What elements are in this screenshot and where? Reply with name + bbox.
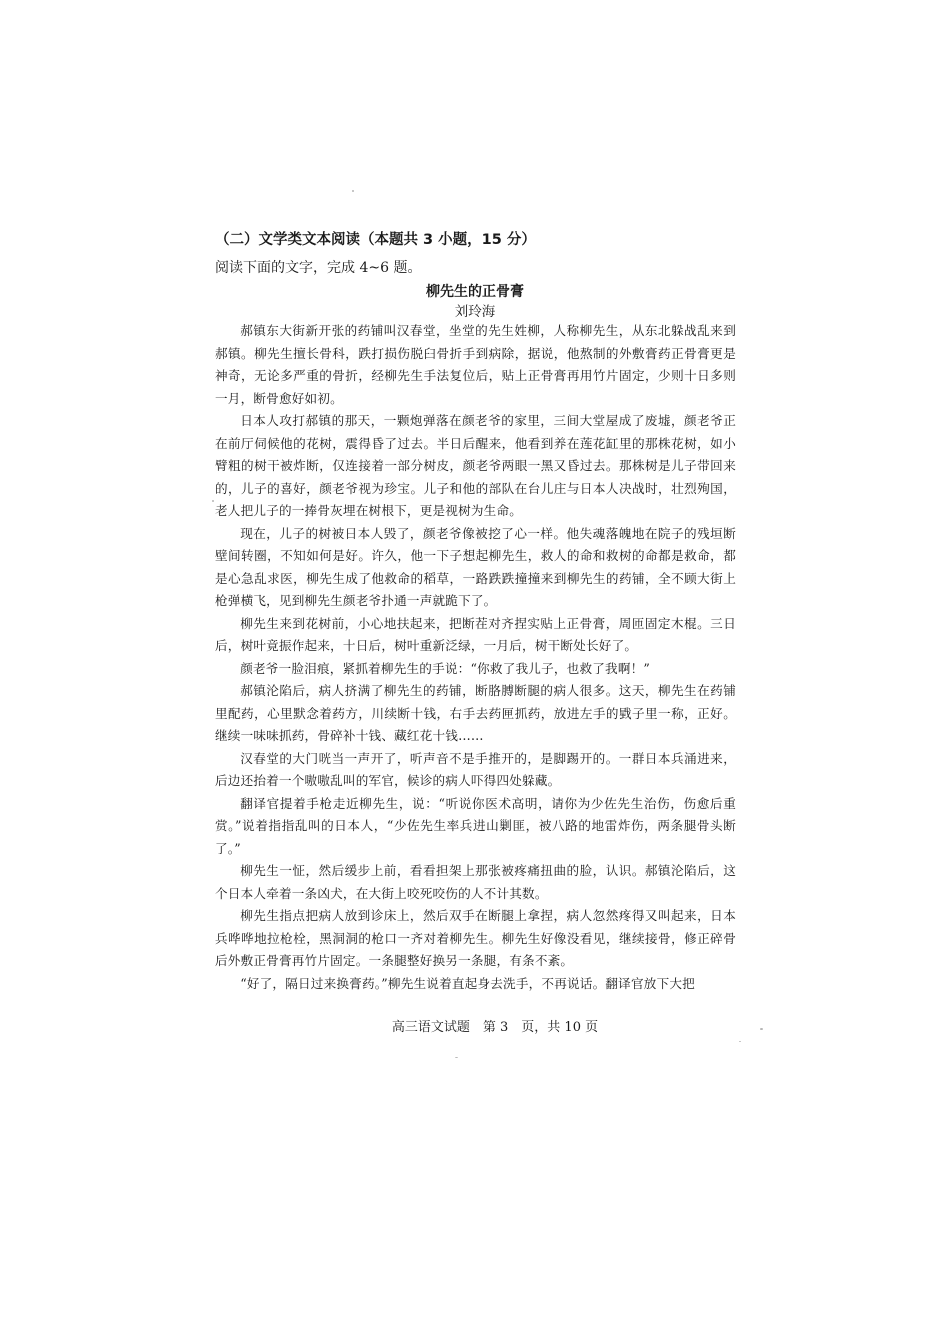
story-paragraph: 柳先生指点把病人放到诊床上，然后双手在断腿上拿捏，病人忽然疼得又叫起来，日本兵哗哗地拉枪栓，黑洞洞的枪口一齐对着柳先生。柳先生好像没看见，继续接骨，修正碎骨后外敷正骨膏再竹片固定。一条腿整好换另一条腿，有条不紊。 [215,908,736,968]
story-title: 柳先生的正骨膏 [426,284,524,300]
scan-speck [455,1057,458,1058]
section-heading: （二）文学类文本阅读（本题共 3 小题，15 分） [215,232,536,248]
story-paragraph: 柳先生一怔，然后缓步上前，看看担架上那张被疼痛扭曲的脸，认识。郝镇沦陷后，这个日本人牵着一条凶犬，在大街上咬死咬伤的人不计其数。 [215,863,736,901]
story-paragraph: 翻译官提着手枪走近柳先生，说：“听说你医术高明，请你为少佐先生治伤，伤愈后重赏。”说着指指乱叫的日本人，“少佐先生率兵进山剿匪，被八路的地雷炸伤，两条腿骨头断了。” [215,795,736,856]
story-paragraph: 郝镇东大街新开张的药铺叫汉春堂，坐堂的先生姓柳，人称柳先生，从东北躲战乱来到郝镇。柳先生擅长骨科，跌打损伤脱臼骨折手到病除，据说，他熬制的外敷膏药正骨膏更是神奇，无论多严重的骨折，经柳先生手法复位后，贴上正骨膏再用竹片固定，少则十日多则一月，断骨愈好如初。 [215,323,736,406]
story-paragraph: 现在，儿子的树被日本人毁了，颜老爷像被挖了心一样。他失魂落魄地在院子的残垣断壁间转圈，不知如何是好。许久，他一下子想起柳先生，救人的命和救树的命都是救命，都是心急乱求医，柳先生成了他救命的稻草，一路跌跌撞撞来到柳先生的药铺，全不顾大街上枪弹横飞，见到柳先生颜老爷扑通一声就跪下了。 [215,525,736,608]
scan-speck [739,1041,741,1042]
story-paragraph: 郝镇沦陷后，病人挤满了柳先生的药铺，断胳膊断腿的病人很多。这天，柳先生在药铺里配药，心里默念着药方，川续断十钱，右手去药匣抓药，放进左手的戥子里一称，正好。继续一味味抓药，骨碎补十钱、藏红花十钱…… [215,683,736,743]
page-footer: 高三语文试题 第 3 页，共 10 页 [391,1020,599,1035]
story-paragraph: “好了，隔日过来换膏药。”柳先生说着直起身去洗手，不再说话。翻译官放下大把 [240,975,695,991]
story-paragraph: 颜老爷一脸泪痕，紧抓着柳先生的手说：“你救了我儿子，也救了我啊！” [240,660,651,676]
story-paragraph: 日本人攻打郝镇的那天，一颗炮弹落在颜老爷的家里，三间大堂屋成了废墟，颜老爷正在前厅伺候他的花树，震得昏了过去。半日后醒来，他看到养在莲花缸里的那株花树，如小臂粗的树干被炸断，仅连接着一部分树皮，颜老爷两眼一黑又昏过去。那株树是儿子带回来的，儿子的喜好，颜老爷视为珍宝。儿子和他的部队在台儿庄与日本人决战时，壮烈殉国，老人把儿子的一捧骨灰埋在树根下，更是视树为生命。 [215,413,736,518]
story-author: 刘玲海 [454,304,496,320]
story-body [215,320,736,995]
story-paragraph: 汉春堂的大门咣当一声开了，听声音不是手推开的，是脚踢开的。一群日本兵涌进来，后边还抬着一个嗷嗷乱叫的军官，候诊的病人吓得四处躲藏。 [215,750,736,788]
scan-speck [212,500,214,502]
story-paragraph: 柳先生来到花树前，小心地扶起来，把断茬对齐捏实贴上正骨膏，周匝固定木棍。三日后，树叶竟振作起来，十日后，树叶重新泛绿，一月后，树干断处长好了。 [215,615,736,653]
scan-speck [760,1028,763,1030]
scan-speck [352,190,354,192]
reading-instruction: 阅读下面的文字，完成 4~6 题。 [215,260,422,276]
